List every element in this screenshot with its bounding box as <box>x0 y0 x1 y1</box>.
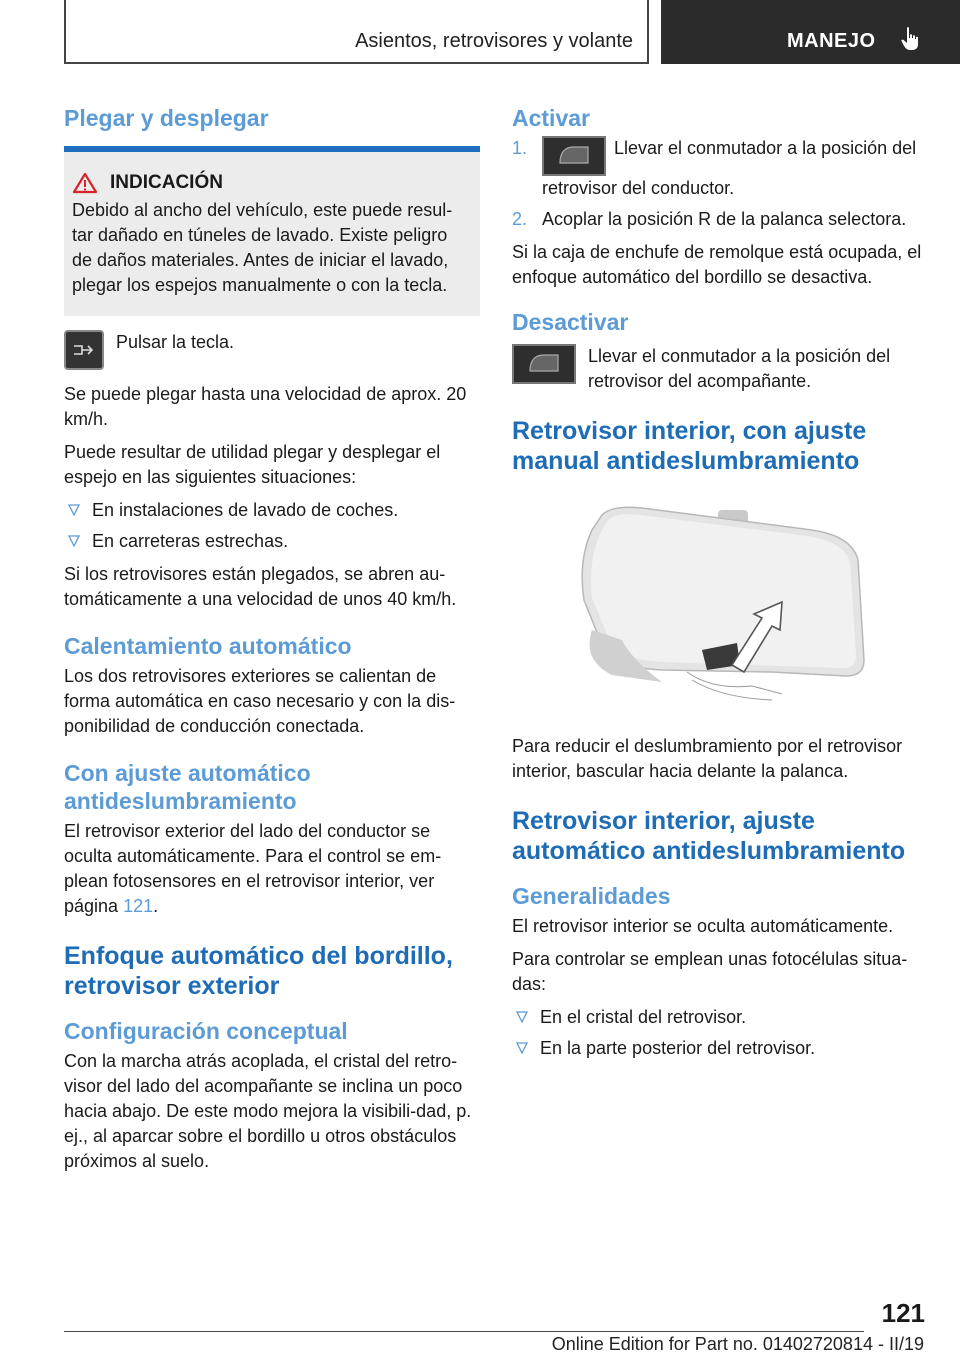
section-title: Asientos, retrovisores y volante <box>355 30 633 52</box>
list-item: En la parte posterior del retrovisor. <box>512 1036 928 1061</box>
heading-activar: Activar <box>512 105 590 131</box>
heading-enfoque: Enfoque automático del bordillo, retrovisor exterior <box>64 942 453 1000</box>
footer-divider <box>64 1331 864 1332</box>
paragraph-generalidades-1: El retrovisor interior se oculta automáticamente. <box>512 916 894 936</box>
page-header <box>64 0 960 64</box>
paragraph-generalidades-2: Para controlar se emplean unas fotocélulas situa-das: <box>512 949 908 994</box>
triangle-bullet-icon <box>68 504 80 516</box>
situations-list <box>64 498 480 554</box>
page-link[interactable]: 121 <box>123 896 154 916</box>
heading-calentamiento: Calentamiento automático <box>64 633 352 659</box>
paragraph-configuracion: Con la marcha atrás acoplada, el cristal del retro-visor del lado del acompañante se inclina un poco hacia abajo. De este modo mejora la visibili-dad, p. ej., al aparcar sobre el bordillo u otros obstáculos próximos al suelo. <box>64 1051 472 1171</box>
right-column <box>512 100 928 1069</box>
heading-generalidades: Generalidades <box>512 883 671 909</box>
heading-plegar: Plegar y desplegar <box>64 105 269 131</box>
notice-box <box>64 146 480 316</box>
triangle-bullet-icon <box>68 535 80 547</box>
notice-title: INDICACIÓN <box>110 172 223 193</box>
paragraph-auto-open: Si los retrovisores están plegados, se abren au-tomáticamente a una velocidad de unos 40 km/h. <box>64 564 457 609</box>
paragraph-desactivar: Llevar el conmutador a la posición del retrovisor del acompañante. <box>588 346 891 391</box>
fold-key-row <box>64 330 480 370</box>
chapter-title: MANEJO <box>787 30 876 52</box>
heading-desactivar: Desactivar <box>512 309 629 335</box>
paragraph-situations: Puede resultar de utilidad plegar y desplegar el espejo en las siguientes situaciones: <box>64 442 441 487</box>
press-key-text: Pulsar la tecla. <box>116 332 235 352</box>
notice-text: Debido al ancho del vehículo, este puede resul-tar dañado en túneles de lavado. Existe peligro de daños materiales. Antes de iniciar el lavado, plegar los espejos manualmente o con la tecla. <box>72 200 453 295</box>
heading-auto: Retrovisor interior, ajuste automático antideslumbramiento <box>512 807 906 865</box>
heading-configuracion: Configuración conceptual <box>64 1018 348 1044</box>
edition-text: Online Edition for Part no. 01402720814 - II/19 <box>551 1334 924 1354</box>
activar-steps <box>512 136 928 232</box>
left-column <box>64 100 480 1182</box>
heading-manual: Retrovisor interior, con ajuste manual antideslumbramiento <box>512 417 867 475</box>
chapter-tab <box>661 0 960 64</box>
warning-icon <box>72 172 98 194</box>
list-item: 2. Acoplar la posición R de la palanca selectora. <box>512 209 907 229</box>
desactivar-row <box>512 344 928 394</box>
heading-ajuste: Con ajuste automático antideslumbramiento <box>64 760 311 814</box>
paragraph-calentamiento: Los dos retrovisores exteriores se calientan de forma automática en caso necesario y con la dis-ponibilidad de conducción conectada. <box>64 666 456 736</box>
mirror-switch-icon <box>512 344 576 384</box>
triangle-bullet-icon <box>516 1042 528 1054</box>
rearview-mirror-illustration <box>512 500 928 715</box>
triangle-bullet-icon <box>516 1011 528 1023</box>
mirror-fold-button-icon <box>64 330 104 370</box>
fotocelulas-list <box>512 1005 928 1061</box>
list-item: En carreteras estrechas. <box>64 529 480 554</box>
list-item: En el cristal del retrovisor. <box>512 1005 928 1030</box>
page-number: 121 <box>881 1298 925 1328</box>
paragraph-ajuste: El retrovisor exterior del lado del conductor se oculta automáticamente. Para el control se em-plean fotosensores en el retrovisor interior, ver página 121. <box>64 821 442 916</box>
list-item: 1. Llevar el conmutador a la posición del retrovisor del conductor. <box>512 138 917 198</box>
notice-header <box>72 172 472 194</box>
mirror-switch-icon <box>542 136 606 176</box>
hand-pointer-icon <box>901 26 923 52</box>
paragraph-speed: Se puede plegar hasta una velocidad de aprox. 20 km/h. <box>64 384 467 429</box>
paragraph-remolque: Si la caja de enchufe de remolque está ocupada, el enfoque automático del bordillo se desactiva. <box>512 242 922 287</box>
section-tab <box>64 0 649 64</box>
paragraph-manual: Para reducir el deslumbramiento por el retrovisor interior, bascular hacia delante la palanca. <box>512 736 903 781</box>
list-item: En instalaciones de lavado de coches. <box>64 498 480 523</box>
